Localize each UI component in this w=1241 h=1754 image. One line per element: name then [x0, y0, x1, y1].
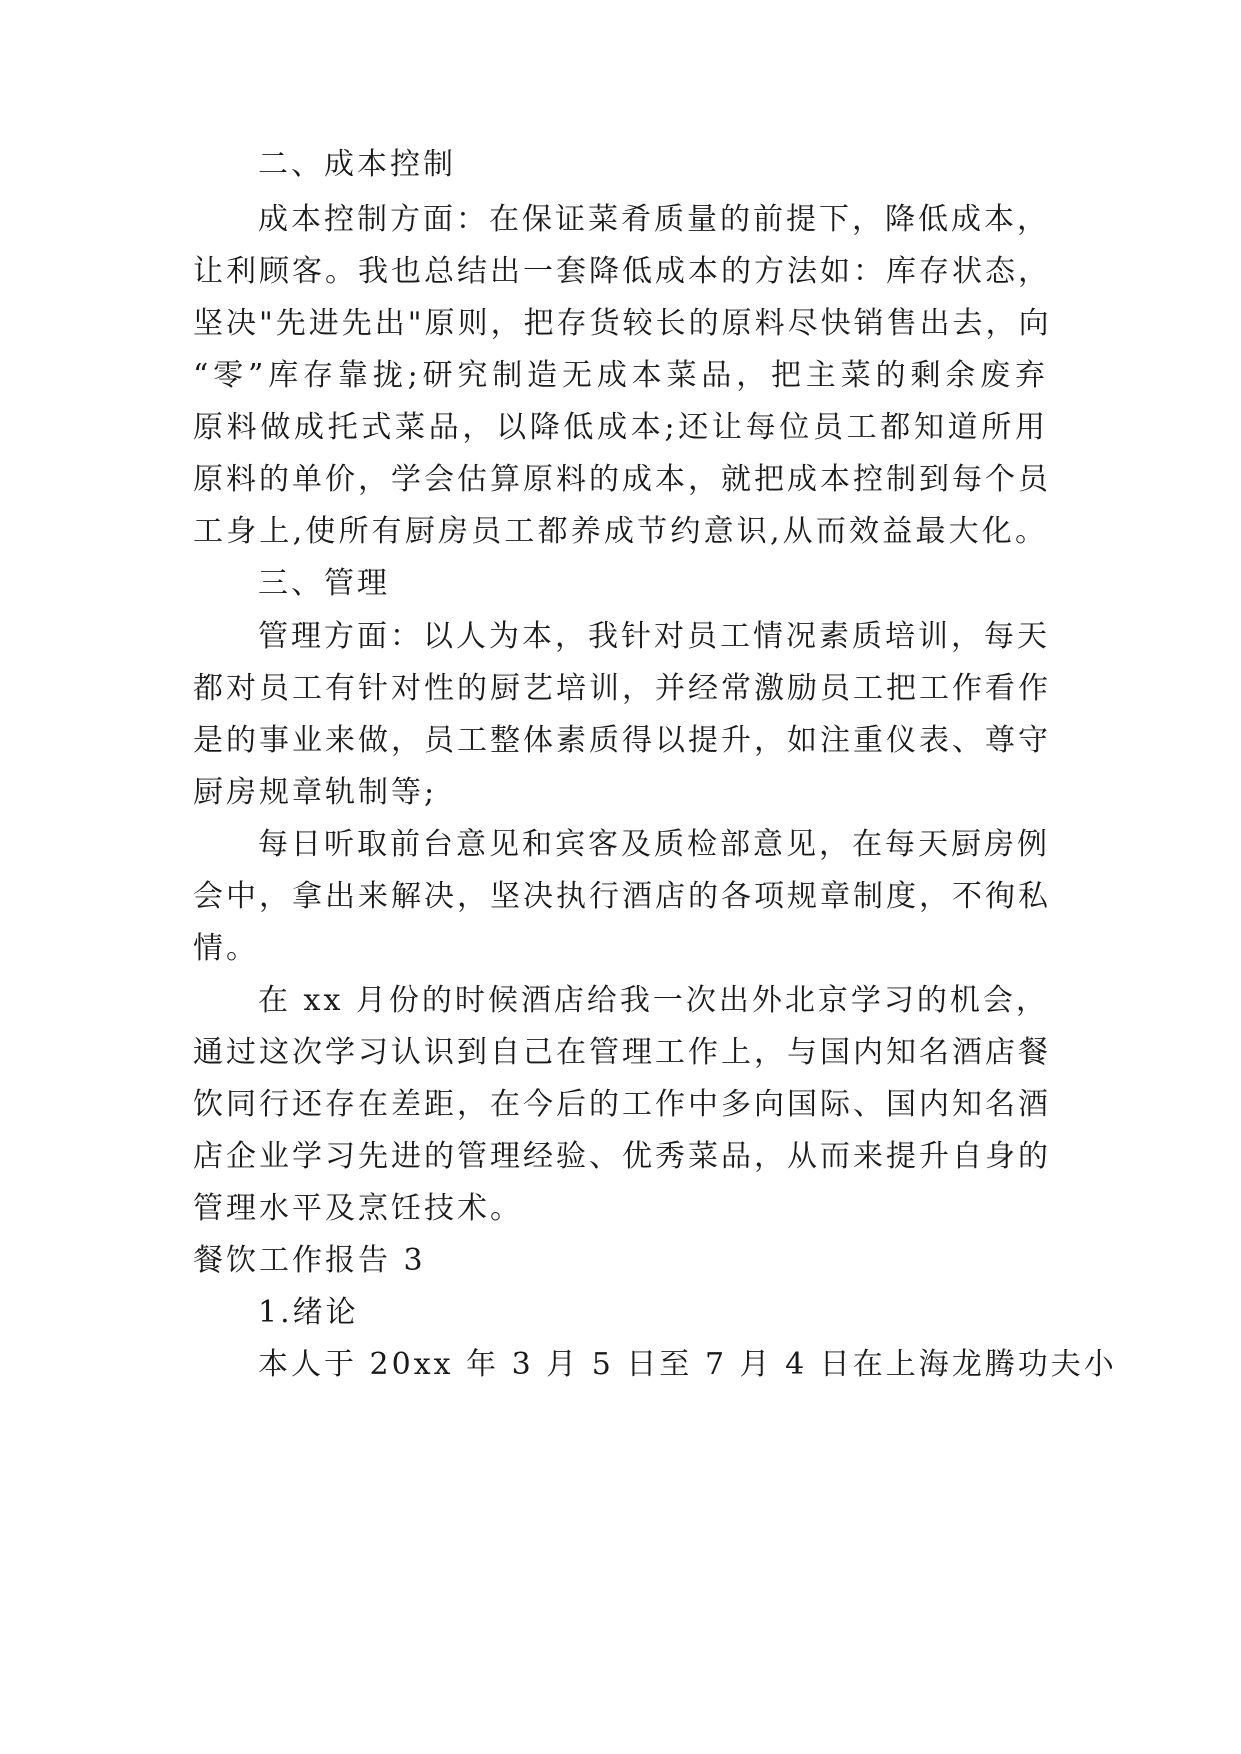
paragraph-line: 饮同行还存在差距，在今后的工作中多向国际、国内知名酒	[193, 1087, 1051, 1122]
paragraph-line: “零”库存靠拢;研究制造无成本菜品，把主菜的剩余废弃	[193, 358, 1048, 393]
paragraph-line: 管理水平及烹饪技术。	[193, 1191, 523, 1226]
section-heading-management: 三、管理	[258, 566, 390, 601]
paragraph-line: 成本控制方面：在保证菜肴质量的前提下，降低成本，	[258, 202, 1050, 237]
section-heading-cost-control: 二、成本控制	[258, 147, 456, 182]
paragraph-line: 店企业学习先进的管理经验、优秀菜品，从而来提升自身的	[193, 1139, 1051, 1174]
paragraph-line: 坚决"先进先出"原则，把存货较长的原料尽快销售出去，向	[193, 306, 1052, 341]
section-heading-introduction: 1.绪论	[258, 1295, 359, 1330]
paragraph-line: 本人于 20xx 年 3 月 5 日至 7 月 4 日在上海龙腾功夫小	[258, 1347, 1117, 1382]
paragraph-line: 原料做成托式菜品，以降低成本;还让每位员工都知道所用	[193, 410, 1048, 445]
paragraph-line: 情。	[193, 931, 259, 966]
paragraph-line: 让利顾客。我也总结出一套降低成本的方法如：库存状态，	[193, 254, 1051, 289]
paragraph-line: 在 xx 月份的时候酒店给我一次出外北京学习的机会，	[258, 983, 1049, 1018]
paragraph-line: 管理方面：以人为本，我针对员工情况素质培训，每天	[258, 619, 1050, 654]
paragraph-line: 原料的单价，学会估算原料的成本，就把成本控制到每个员	[193, 462, 1051, 497]
paragraph-line: 都对员工有针对性的厨艺培训，并经常激励员工把工作看作	[193, 671, 1051, 706]
paragraph-line: 厨房规章轨制等;	[193, 775, 438, 810]
paragraph-line: 每日听取前台意见和宾客及质检部意见，在每天厨房例	[258, 827, 1050, 862]
report-title: 餐饮工作报告 3	[193, 1243, 426, 1278]
paragraph-line: 通过这次学习认识到自己在管理工作上，与国内知名酒店餐	[193, 1035, 1051, 1070]
paragraph-line: 工身上,使所有厨房员工都养成节约意识,从而效益最大化。	[193, 514, 1048, 549]
paragraph-line: 是的事业来做，员工整体素质得以提升，如注重仪表、尊守	[193, 723, 1051, 758]
paragraph-line: 会中，拿出来解决，坚决执行酒店的各项规章制度，不徇私	[193, 879, 1051, 914]
